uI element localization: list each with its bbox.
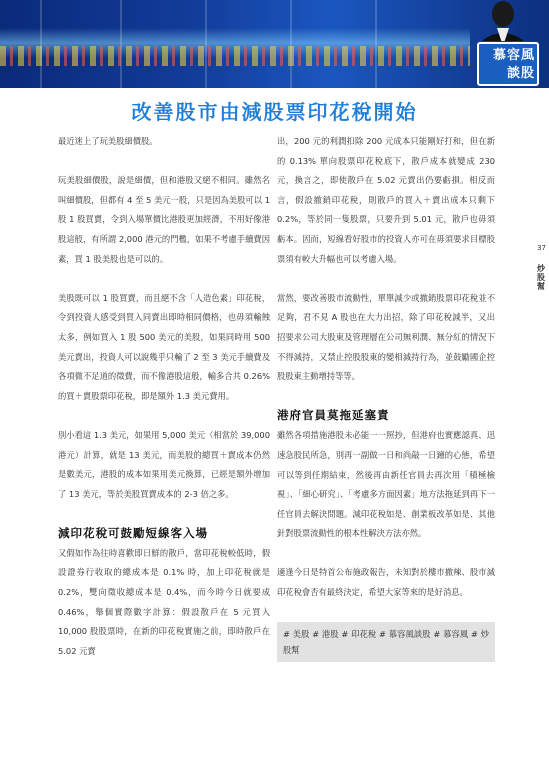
page-sidebar [535, 88, 549, 768]
banner-stripe [290, 0, 292, 88]
banner-stripe [120, 0, 122, 88]
paragraph: 當然，要改善股市流動性，單單減少或撤銷股票印花稅並不足夠，君不見 A 股也在大力出招，除了印花稅減半，又出招要求公司大股東及管理層在公司無利潤、無分紅的情況下不得減持，又禁止控股股東的變相減持行為，並鼓勵國企控股股東主動增持等等。 [277, 292, 495, 382]
paragraph: 適逢今日是特首公布施政報告，未知對於樓市撤辣、股市減印花稅會否有最終決定，希望大家等來的是好消息。 [277, 567, 495, 598]
badge-line-2: 談股 [506, 66, 535, 81]
paragraph: 出，200 元的利潤扣除 200 元成本只能剛好打和，但在新的 0.13% 單向股票印花稅底下，散戶成本就變成 230 元，換言之，即使散戶在 5.02 元賣出仍要虧損。相反而言，假設撤銷印花稅，則散戶的買入＋賣出成本只剩下 0.2%，等於同一隻股票，只要升到 5.01 元，散戶也毋須虧本。因而，短線看好股市的投資人亦可在毋須要求目標股票須有較大升幅也可以考慮入場。 [277, 136, 495, 264]
article-title: 改善股市由減股票印花稅開始 [131, 100, 418, 124]
page-number: 37 [537, 244, 546, 252]
paragraph: 玩美股細價股，說是細價，但和港股又絕不相同。雖然名叫細價股，但都有 4 至 5 美元一股，只是因為美股可以 1 股 1 股買賣，令到入場單價比港股更加經濟，不用好像港股這般，有所謂 2,000 港元的門檻，如果不考慮手續費因素，買 1 股美股也是可以的。 [58, 175, 270, 264]
right-column [277, 132, 495, 662]
header-banner [0, 0, 549, 88]
paragraph: 美股既可以 1 股買賣，而且絕不含「人造色素」印花稅，令到投資人感受到買入同賣出即時相同價格，也毋須輸蝕太多，例如買入 1 股 500 美元的美股，如果同時用 500 美元賣出，投資人可以說幾乎只輸了 2 至 3 美元手續費及各項微不足道的徵費，而不像港股這般，輸多合共 0.26% 的買＋賣股票印花稅，即是額外 1.3 美元費用。 [58, 292, 270, 401]
badge-line-1: 慕容風 [492, 48, 535, 63]
subheading: 減印花稅可鼓勵短線客入場 [58, 525, 208, 540]
banner-ticker-lights [0, 46, 470, 66]
paragraph: 別小看這 1.3 美元，如果用 5,000 美元（相當於 39,000 港元）計算，就是 13 美元，而美股的總買＋賣成本仍然是數美元，港股的成本如果用美元換算，已經是額外增加了 13 美元，等於美股買賣成本的 2-3 倍之多。 [58, 429, 270, 499]
banner-stripe [40, 0, 42, 88]
banner-stripe [205, 0, 207, 88]
hashtag-box: # 美股 # 港股 # 印花稅 # 慕容風談股 # 慕容風 # 炒股幫 [277, 622, 495, 662]
banner-stripe [375, 0, 377, 88]
paragraph: 又假如作為往時喜歡即日鮮的散戶，當印花稅較低時，假設證券行收取的總成本是 0.1% 時，加上印花稅就是 0.2%，雙向徵收總成本是 0.4%，而今時今日就要成 0.46%，舉個實際數字計算：假設散戶在 5 元買入 10,000 股股票時，在新的印花稅實施之前，即時散戶在 5.02 元賣 [58, 547, 270, 656]
left-column [58, 132, 270, 661]
paragraph: 最近迷上了玩美股細價股。 [58, 136, 158, 146]
paragraph: 雖然各項措施港股未必能一一照抄，但港府也實應認真、迅速急股民所急，別再一副做一日和尚敲一日鐘的心態，希望可以等到任期結束，然後再由新任官員去再次用「積極檢視」、「細心研究」、「考慮多方面因素」地方法拖延到再下一任官員去解決問題。減印花稅如是、創業板改革如是、其他針對股票流動性的根本性解決方法亦然。 [277, 430, 495, 539]
section-label: 炒股幫 [537, 264, 545, 291]
subheading: 港府官員莫拖延塞責 [277, 408, 390, 423]
